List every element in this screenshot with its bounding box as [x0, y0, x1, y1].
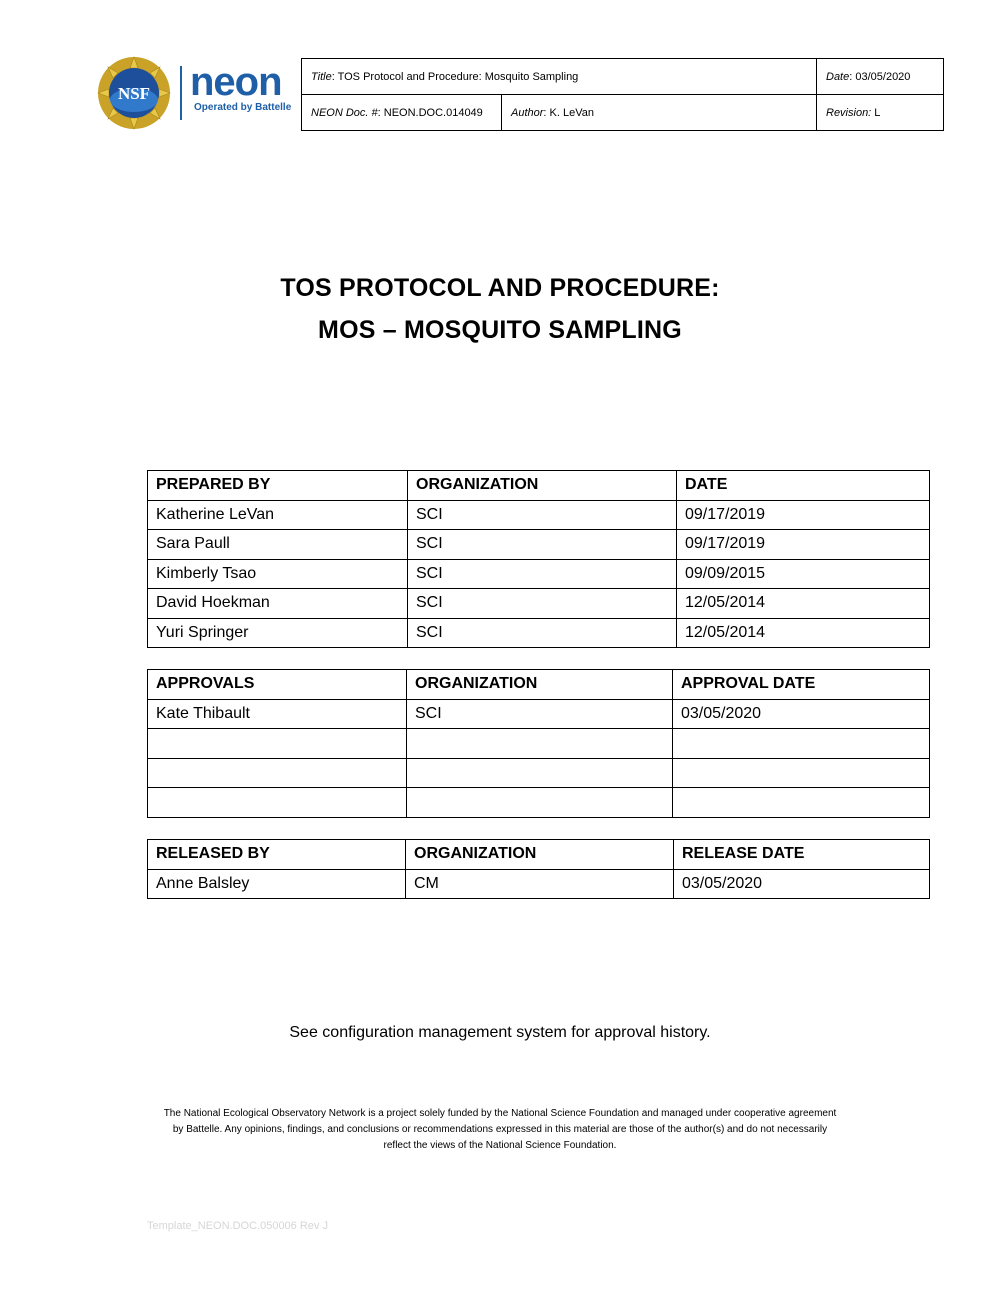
- table-cell: [148, 729, 407, 759]
- column-header: ORGANIZATION: [407, 670, 673, 700]
- table-cell: SCI: [407, 699, 673, 729]
- table-cell: Yuri Springer: [148, 618, 408, 648]
- neon-operated-by: Operated by Battelle: [194, 102, 292, 113]
- document-title-line2: MOS – MOSQUITO SAMPLING: [318, 316, 682, 344]
- table-row: [148, 589, 930, 619]
- table-cell: [148, 758, 407, 788]
- column-header: ORGANIZATION: [408, 471, 677, 501]
- header-revision-cell: Revision: L: [817, 95, 944, 131]
- header-author-cell: Author: K. LeVan: [502, 95, 817, 131]
- column-header: DATE: [677, 471, 930, 501]
- neon-logo: [96, 56, 302, 130]
- table-cell: [673, 788, 930, 818]
- document-header-table: [301, 58, 944, 131]
- table-cell: Anne Balsley: [148, 869, 406, 899]
- column-header: APPROVAL DATE: [673, 670, 930, 700]
- table-header-row: [148, 840, 930, 870]
- funding-line: The National Ecological Observatory Network is a project solely funded by the National Science Foundation and managed under cooperative agreement: [163, 1108, 837, 1119]
- column-header: ORGANIZATION: [406, 840, 674, 870]
- table-cell: 03/05/2020: [673, 699, 930, 729]
- table-header-row: [148, 670, 930, 700]
- template-id: Template_NEON.DOC.050006 Rev J: [147, 1220, 328, 1232]
- table-row: [148, 500, 930, 530]
- table-cell: 03/05/2020: [674, 869, 930, 899]
- table-row: [148, 530, 930, 560]
- column-header: PREPARED BY: [148, 471, 408, 501]
- column-header: RELEASE DATE: [674, 840, 930, 870]
- table-cell: David Hoekman: [148, 589, 408, 619]
- table-cell: SCI: [408, 589, 677, 619]
- prepared-by-table: [147, 470, 930, 648]
- table-cell: Kimberly Tsao: [148, 559, 408, 589]
- neon-wordmark: neon: [190, 60, 282, 104]
- header-title-cell: Title: TOS Protocol and Procedure: Mosquito Sampling: [302, 59, 817, 95]
- column-header: RELEASED BY: [148, 840, 406, 870]
- table-row: [148, 618, 930, 648]
- table-row: [148, 869, 930, 899]
- table-cell: 09/09/2015: [677, 559, 930, 589]
- table-cell: SCI: [408, 559, 677, 589]
- table-cell: [407, 729, 673, 759]
- nsf-seal-icon: [96, 56, 172, 130]
- header-docnum-cell: NEON Doc. #: NEON.DOC.014049: [302, 95, 502, 131]
- table-cell: 12/05/2014: [677, 589, 930, 619]
- table-row: [148, 758, 930, 788]
- table-row: [148, 729, 930, 759]
- table-cell: SCI: [408, 530, 677, 560]
- column-header: APPROVALS: [148, 670, 407, 700]
- table-cell: [407, 758, 673, 788]
- seal-text: NSF: [117, 84, 151, 103]
- funding-line: reflect the views of the National Science Foundation.: [383, 1140, 617, 1151]
- table-cell: CM: [406, 869, 674, 899]
- table-cell: Katherine LeVan: [148, 500, 408, 530]
- funding-disclaimer: [140, 1106, 860, 1154]
- table-cell: [673, 758, 930, 788]
- table-cell: Sara Paull: [148, 530, 408, 560]
- approvals-table: [147, 669, 930, 818]
- funding-line: by Battelle. Any opinions, findings, and conclusions or recommendations expressed in this material are those of the author(s) and do not necessarily: [172, 1124, 828, 1135]
- document-title-line1: TOS PROTOCOL AND PROCEDURE:: [280, 274, 720, 302]
- table-cell: [148, 788, 407, 818]
- released-by-table: [147, 839, 930, 899]
- table-cell: 09/17/2019: [677, 530, 930, 560]
- table-cell: [673, 729, 930, 759]
- config-management-note: See configuration management system for approval history.: [289, 1024, 711, 1041]
- table-cell: Kate Thibault: [148, 699, 407, 729]
- table-row: [148, 788, 930, 818]
- table-header-row: [148, 471, 930, 501]
- table-cell: SCI: [408, 618, 677, 648]
- table-cell: SCI: [408, 500, 677, 530]
- logo-divider: [180, 66, 182, 120]
- table-cell: 09/17/2019: [677, 500, 930, 530]
- table-cell: 12/05/2014: [677, 618, 930, 648]
- header-date-cell: Date: 03/05/2020: [817, 59, 944, 95]
- table-row: [148, 699, 930, 729]
- table-row: [148, 559, 930, 589]
- table-cell: [407, 788, 673, 818]
